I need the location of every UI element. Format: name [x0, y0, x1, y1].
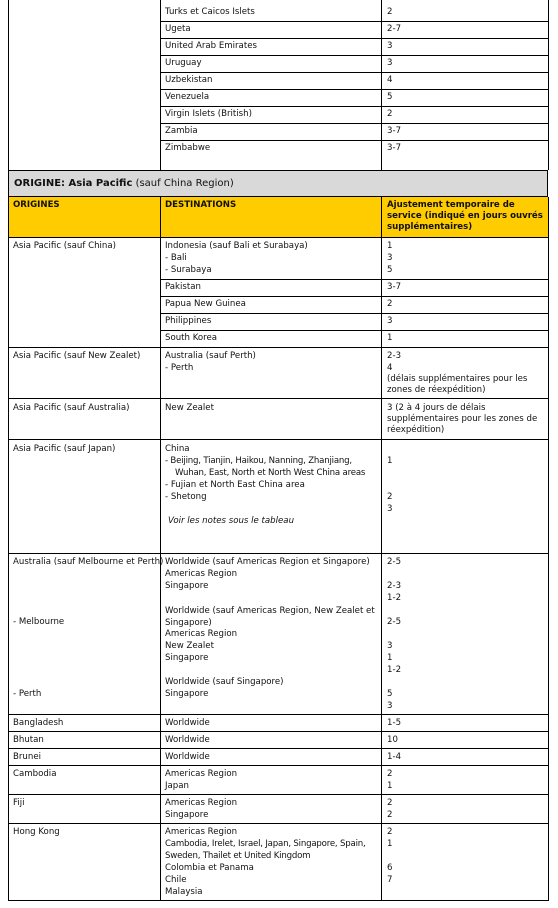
grid-line — [548, 0, 549, 170]
value-cell: 2 — [387, 769, 393, 779]
destination-cell: Americas Region — [165, 827, 238, 837]
destination-cell: Singapore — [165, 581, 209, 591]
destination-cell: Americas Region — [165, 798, 238, 808]
value-cell: 1-2 — [387, 593, 402, 603]
value-cell: (délais supplémentaires pour les zones de réexpédition) — [387, 374, 528, 395]
value-cell: 10 — [387, 735, 398, 745]
value-cell: 3 — [387, 641, 393, 651]
value-cell: 1-5 — [387, 718, 402, 728]
origin-cell: Asia Pacific (sauf China) — [13, 241, 116, 251]
destination-cell: Colombia et Panama — [165, 863, 254, 873]
value-cell: 2-5 — [387, 617, 402, 627]
origin-cell: - Perth — [13, 689, 42, 699]
destination-cell: Malaysia — [165, 887, 203, 897]
value-cell: 3 — [387, 41, 393, 51]
value-cell: 5 — [387, 265, 393, 275]
destination-cell: Worldwide (sauf Americas Region, New Zealet et Singapore) — [165, 606, 375, 628]
grid-line — [160, 330, 549, 331]
value-cell: 1 — [387, 839, 393, 849]
destination-cell: Uruguay — [165, 58, 202, 68]
value-cell: 3 — [387, 316, 393, 326]
value-cell: 2-5 — [387, 557, 402, 567]
destination-cell: Papua New Guinea — [165, 299, 246, 309]
section-title: ORIGINE: Asia Pacific — [14, 178, 133, 189]
destination-cell: - Fujian et North East China area — [165, 480, 305, 490]
value-cell: 4 — [387, 75, 393, 85]
value-cell: 1 — [387, 781, 393, 791]
grid-line — [8, 900, 549, 901]
destination-cell: Indonesia (sauf Bali et Surabaya) — [165, 241, 308, 251]
value-cell: 1 — [387, 456, 393, 466]
origin-cell: Asia Pacific (sauf New Zealet) — [13, 351, 141, 361]
destination-cell: Virgin Islets (British) — [165, 109, 252, 119]
value-cell: 2 — [387, 299, 393, 309]
grid-line — [548, 197, 549, 901]
value-cell: 3 — [387, 701, 393, 711]
destination-cell: Japan — [165, 781, 189, 791]
value-cell: 3 (2 à 4 jours de délais supplémentaires pour les zones de réexpédition) — [387, 403, 538, 435]
destination-cell: Worldwide — [165, 718, 210, 728]
destination-cell: Singapore — [165, 689, 209, 699]
grid-line — [160, 89, 549, 90]
destination-cell: Ugeta — [165, 24, 191, 34]
origin-cell: Asia Pacific (sauf Australia) — [13, 403, 130, 413]
value-cell: 3-7 — [387, 143, 402, 153]
value-cell: 2 — [387, 827, 393, 837]
destination-cell: - Beijing, Tianjin, Haikou, Nanning, Zhanjiang, — [165, 456, 352, 466]
grid-line — [160, 21, 549, 22]
destination-cell: New Zealet — [165, 641, 214, 651]
value-cell: 1-4 — [387, 752, 402, 762]
origin-cell: Bhutan — [13, 735, 44, 745]
grid-line — [8, 794, 549, 795]
value-cell: 3-7 — [387, 126, 402, 136]
grid-line — [8, 553, 549, 554]
grid-line — [160, 55, 549, 56]
destination-cell: Zimbabwe — [165, 143, 211, 153]
value-cell: 1 — [387, 653, 393, 663]
value-cell: 2 — [387, 109, 393, 119]
grid-line — [160, 313, 549, 314]
destination-cell: Worldwide — [165, 752, 210, 762]
grid-line — [160, 123, 549, 124]
destination-cell: Zambia — [165, 126, 198, 136]
destination-cell: Worldwide (sauf Singapore) — [165, 677, 284, 687]
value-cell: 1-2 — [387, 665, 402, 675]
value-cell: 4 — [387, 363, 393, 373]
destination-cell: Philippines — [165, 316, 212, 326]
value-cell: 1 — [387, 333, 393, 343]
grid-line — [160, 0, 161, 170]
grid-line — [8, 748, 549, 749]
destination-cell: Uzbekistan — [165, 75, 213, 85]
destination-cell: Americas Region — [165, 629, 238, 639]
grid-line — [8, 765, 549, 766]
value-cell: 2 — [387, 7, 393, 17]
value-cell: 5 — [387, 689, 393, 699]
destination-cell: - Bali — [165, 253, 187, 263]
value-cell: 3 — [387, 504, 393, 514]
origin-cell: Cambodia — [13, 769, 57, 779]
destination-cell: Singapore — [165, 653, 209, 663]
origin-cell: Hong Kong — [13, 827, 60, 837]
value-cell: 2 — [387, 492, 393, 502]
header-destinations: DESTINATIONS — [165, 200, 237, 210]
value-cell: 3 — [387, 253, 393, 263]
grid-line — [160, 140, 549, 141]
destination-cell: Worldwide (sauf Americas Region et Singapore) — [165, 557, 370, 567]
section-header — [8, 170, 548, 197]
section-subtitle: (sauf China Region) — [132, 178, 234, 189]
origin-cell: Brunei — [13, 752, 41, 762]
destination-cell: United Arab Emirates — [165, 41, 257, 51]
value-cell: 1 — [387, 241, 393, 251]
destination-cell: Wuhan, East, North et North West China areas — [175, 468, 366, 478]
grid-line — [381, 197, 382, 901]
origin-cell: Bangladesh — [13, 718, 64, 728]
grid-line — [160, 296, 549, 297]
destination-cell: Cambodia, Irelet, Israel, Japan, Singapore, Spain, Sweden, Thailet et United Kingdom — [165, 839, 366, 861]
grid-line — [8, 0, 9, 170]
table-note: Voir les notes sous le tableau — [168, 516, 295, 526]
destination-cell: - Shetong — [165, 492, 207, 502]
destination-cell: Venezuela — [165, 92, 210, 102]
destination-cell: Turks et Caicos Islets — [165, 7, 255, 17]
destination-cell: South Korea — [165, 333, 218, 343]
grid-line — [160, 106, 549, 107]
destination-cell: Pakistan — [165, 282, 201, 292]
grid-line — [160, 72, 549, 73]
value-cell: 2 — [387, 798, 393, 808]
origin-cell: Fiji — [13, 798, 25, 808]
origin-cell: Australia (sauf Melbourne et Perth) — [13, 557, 164, 567]
grid-line — [8, 439, 549, 440]
grid-line — [8, 197, 9, 901]
value-cell: 2 — [387, 810, 393, 820]
grid-line — [8, 237, 549, 238]
value-cell: 2-3 — [387, 581, 402, 591]
destination-cell: Singapore — [165, 810, 209, 820]
destination-cell: Chile — [165, 875, 187, 885]
value-cell: 7 — [387, 875, 393, 885]
origin-cell: Asia Pacific (sauf Japan) — [13, 444, 116, 454]
header-origins: ORIGINES — [13, 200, 60, 210]
grid-line — [160, 279, 549, 280]
grid-line — [8, 398, 549, 399]
destination-cell: Americas Region — [165, 769, 238, 779]
grid-line — [8, 714, 549, 715]
grid-line — [8, 347, 549, 348]
value-cell: 2-7 — [387, 24, 402, 34]
destination-cell: - Perth — [165, 363, 194, 373]
grid-line — [8, 731, 549, 732]
destination-cell: Australia (sauf Perth) — [165, 351, 256, 361]
destination-cell: Americas Region — [165, 569, 238, 579]
grid-line — [160, 38, 549, 39]
grid-line — [8, 823, 549, 824]
grid-line — [160, 197, 161, 901]
destination-cell: China — [165, 444, 190, 454]
grid-line — [381, 0, 382, 170]
value-cell: 3 — [387, 58, 393, 68]
origin-cell: - Melbourne — [13, 617, 65, 627]
value-cell: 3-7 — [387, 282, 402, 292]
header-adjust: Ajustement temporaire de service (indiqué en jours ouvrés supplémentaires) — [387, 200, 543, 232]
value-cell: 5 — [387, 92, 393, 102]
destination-cell: Worldwide — [165, 735, 210, 745]
destination-cell: New Zealet — [165, 403, 214, 413]
value-cell: 6 — [387, 863, 393, 873]
destination-cell: - Surabaya — [165, 265, 212, 275]
value-cell: 2-3 — [387, 351, 402, 361]
